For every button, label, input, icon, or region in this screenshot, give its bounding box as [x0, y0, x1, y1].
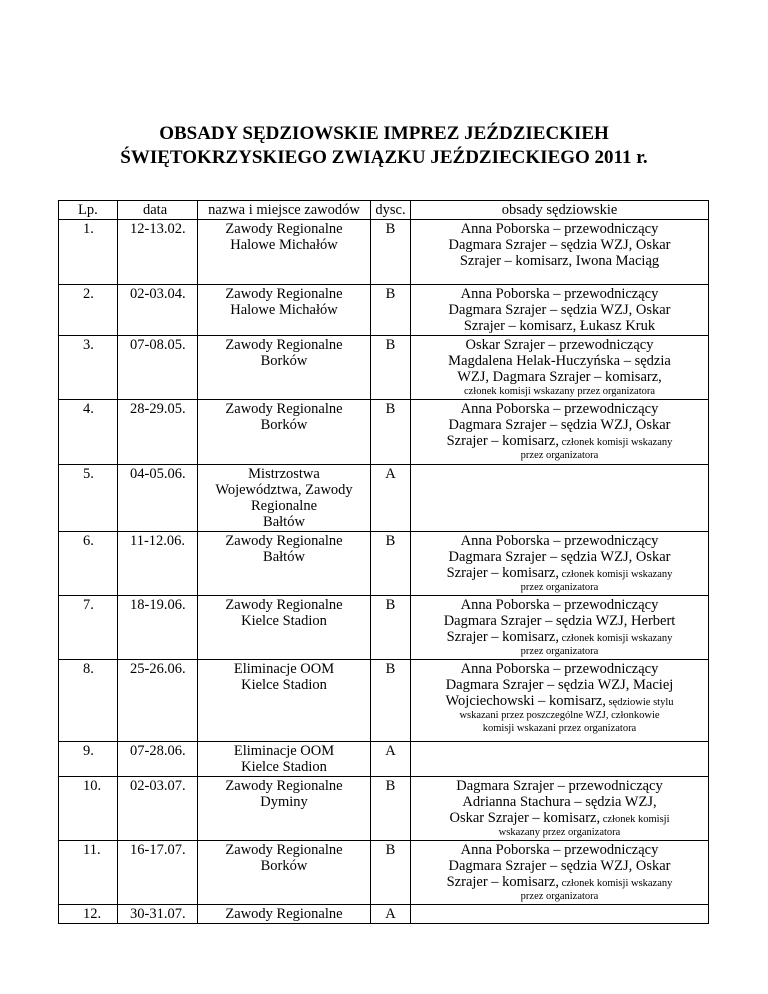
cell-lp: 7. — [59, 596, 118, 660]
cell-discipline: B — [371, 336, 411, 400]
cell-date: 02-03.07. — [118, 777, 198, 841]
cell-discipline: B — [371, 532, 411, 596]
judges-line: Adrianna Stachura – sędzia WZJ, — [462, 794, 657, 810]
judges-line: Anna Poborska – przewodniczący — [460, 842, 659, 858]
judges-line: Dagmara Szrajer – sędzia WZJ, Oskar — [448, 237, 671, 253]
cell-judges — [411, 660, 709, 742]
event-name-line: Halowe Michałów — [230, 237, 338, 253]
cell-judges — [411, 336, 709, 400]
cell-date: 30-31.07. — [118, 905, 198, 924]
event-name-line: Halowe Michałów — [230, 302, 338, 318]
cell-discipline: A — [371, 742, 411, 777]
event-name-line: Dyminy — [260, 794, 308, 810]
cell-date: 25-26.06. — [118, 660, 198, 742]
event-name-line: Regionalne — [250, 498, 318, 514]
cell-lp: 5. — [59, 465, 118, 532]
event-name-line: Zawody Regionalne — [225, 906, 343, 922]
event-name-line: Zawody Regionalne — [225, 286, 343, 302]
cell-judges — [411, 905, 709, 924]
table-row — [59, 841, 709, 905]
event-name-line: Zawody Regionalne — [225, 533, 343, 549]
event-name-line: Eliminacje OOM — [233, 743, 335, 759]
cell-judges — [411, 465, 709, 532]
table-row — [59, 285, 709, 336]
cell-date: 16-17.07. — [118, 841, 198, 905]
table-row — [59, 400, 709, 465]
table-row — [59, 532, 709, 596]
judges-line: Dagmara Szrajer – przewodniczący — [456, 778, 663, 794]
cell-judges — [411, 220, 709, 285]
cell-event-name — [198, 777, 371, 841]
judges-note: członek komisji wskazany — [558, 878, 673, 889]
event-name-line: Kielce Stadion — [241, 677, 327, 693]
event-name-line: Zawody Regionalne — [225, 337, 343, 353]
table-row — [59, 742, 709, 777]
judges-line: Dagmara Szrajer – sędzia WZJ, Herbert — [443, 613, 676, 629]
event-name-line: Borków — [260, 858, 308, 874]
judges-note: członek komisji wskazany — [558, 569, 673, 580]
cell-event-name — [198, 285, 371, 336]
cell-lp: 6. — [59, 532, 118, 596]
judges-line: Dagmara Szrajer – sędzia WZJ, Oskar — [448, 417, 671, 433]
document-title — [0, 122, 768, 170]
cell-event-name — [198, 465, 371, 532]
cell-judges — [411, 532, 709, 596]
judges-line: Dagmara Szrajer – sędzia WZJ, Maciej — [445, 677, 674, 693]
judges-line: Anna Poborska – przewodniczący — [460, 533, 659, 549]
judges-note: komisji wskazani przez organizatora — [482, 723, 637, 734]
event-name-line: Zawody Regionalne — [225, 401, 343, 417]
cell-discipline: B — [371, 400, 411, 465]
judges-line — [415, 318, 704, 334]
event-name-line: Eliminacje OOM — [233, 661, 335, 677]
cell-lp: 10. — [59, 777, 118, 841]
cell-judges — [411, 742, 709, 777]
header-dysc: dysc. — [371, 201, 411, 220]
event-name-line: Zawody Regionalne — [225, 221, 343, 237]
cell-lp: 1. — [59, 220, 118, 285]
judges-note: sędziowie stylu — [605, 697, 674, 708]
judges-line-main: Szrajer – komisarz, — [446, 565, 559, 581]
judges-note: wskazani przez poszczególne WZJ, członkowie — [459, 710, 660, 721]
judges-note: przez organizatora — [520, 582, 599, 593]
table-row — [59, 596, 709, 660]
judges-line — [415, 629, 704, 645]
judges-note: wskazany przez organizatora — [498, 827, 621, 838]
cell-date: 18-19.06. — [118, 596, 198, 660]
event-name-line: Bałtów — [263, 514, 305, 530]
judges-note: członek komisji — [600, 814, 670, 825]
judges-table — [58, 200, 709, 924]
cell-event-name — [198, 660, 371, 742]
cell-discipline: B — [371, 285, 411, 336]
cell-discipline: B — [371, 841, 411, 905]
judges-line — [415, 565, 704, 581]
cell-lp: 11. — [59, 841, 118, 905]
judges-line — [415, 693, 704, 709]
judges-line — [415, 810, 704, 826]
event-name-line: Kielce Stadion — [241, 759, 327, 775]
header-date: data — [118, 201, 198, 220]
table-row — [59, 660, 709, 742]
event-name-line: Zawody Regionalne — [225, 842, 343, 858]
judges-note: członek komisji wskazany przez organizatora — [463, 386, 656, 397]
cell-event-name — [198, 596, 371, 660]
judges-note: członek komisji wskazany — [558, 633, 673, 644]
judges-note: przez organizatora — [520, 646, 599, 657]
judges-note: przez organizatora — [520, 450, 599, 461]
table-row — [59, 777, 709, 841]
judges-line-main: WZJ, Dagmara Szrajer – komisarz, — [457, 369, 662, 385]
cell-event-name — [198, 905, 371, 924]
judges-line — [415, 253, 704, 269]
event-name-line: Kielce Stadion — [241, 613, 327, 629]
cell-discipline: A — [371, 905, 411, 924]
cell-date: 07-08.05. — [118, 336, 198, 400]
table-row — [59, 220, 709, 285]
cell-date: 12-13.02. — [118, 220, 198, 285]
judges-line — [415, 874, 704, 890]
judges-line-main: Szrajer – komisarz, Łukasz Kruk — [463, 318, 656, 334]
judges-line-main: Szrajer – komisarz, Iwona Maciąg — [459, 253, 660, 269]
cell-discipline: B — [371, 596, 411, 660]
header-obsady: obsady sędziowskie — [411, 201, 709, 220]
cell-lp: 3. — [59, 336, 118, 400]
header-lp: Lp. — [59, 201, 118, 220]
cell-date: 07-28.06. — [118, 742, 198, 777]
cell-event-name — [198, 742, 371, 777]
judges-line-main: Szrajer – komisarz, — [446, 433, 559, 449]
cell-lp: 12. — [59, 905, 118, 924]
cell-event-name — [198, 220, 371, 285]
cell-lp: 9. — [59, 742, 118, 777]
title-line-1: OBSADY SĘDZIOWSKIE IMPREZ JEŹDZIECKIEH — [159, 123, 609, 144]
judges-line: Anna Poborska – przewodniczący — [460, 286, 659, 302]
cell-judges — [411, 777, 709, 841]
cell-event-name — [198, 336, 371, 400]
judges-note: członek komisji wskazany — [558, 437, 673, 448]
table-row — [59, 336, 709, 400]
cell-date: 28-29.05. — [118, 400, 198, 465]
table-row — [59, 465, 709, 532]
judges-line — [415, 369, 704, 385]
judges-line: Anna Poborska – przewodniczący — [460, 597, 659, 613]
title-line-2: ŚWIĘTOKRZYSKIEGO ZWIĄZKU JEŹDZIECKIEGO 2011 r. — [120, 147, 648, 168]
cell-event-name — [198, 400, 371, 465]
event-name-line: Województwa, Zawody — [215, 482, 353, 498]
event-name-line: Bałtów — [263, 549, 305, 565]
cell-discipline: B — [371, 220, 411, 285]
header-name: nazwa i miejsce zawodów — [198, 201, 371, 220]
cell-date: 04-05.06. — [118, 465, 198, 532]
event-name-line: Borków — [260, 417, 308, 433]
cell-event-name — [198, 532, 371, 596]
judges-line-main: Szrajer – komisarz, — [446, 629, 559, 645]
judges-line: Anna Poborska – przewodniczący — [460, 221, 659, 237]
judges-line — [415, 433, 704, 449]
cell-lp: 8. — [59, 660, 118, 742]
judges-line-main: Oskar Szrajer – komisarz, — [449, 810, 601, 826]
event-name-line: Zawody Regionalne — [225, 597, 343, 613]
cell-date: 02-03.04. — [118, 285, 198, 336]
table-row — [59, 905, 709, 924]
cell-event-name — [198, 841, 371, 905]
cell-lp: 4. — [59, 400, 118, 465]
judges-line: Dagmara Szrajer – sędzia WZJ, Oskar — [448, 858, 671, 874]
judges-line: Dagmara Szrajer – sędzia WZJ, Oskar — [448, 549, 671, 565]
event-name-line: Borków — [260, 353, 308, 369]
cell-discipline: B — [371, 777, 411, 841]
cell-judges — [411, 596, 709, 660]
cell-judges — [411, 841, 709, 905]
cell-discipline: A — [371, 465, 411, 532]
cell-date: 11-12.06. — [118, 532, 198, 596]
judges-line-main: Szrajer – komisarz, — [446, 874, 559, 890]
judges-line: Anna Poborska – przewodniczący — [460, 401, 659, 417]
judges-line: Dagmara Szrajer – sędzia WZJ, Oskar — [448, 302, 671, 318]
judges-note: przez organizatora — [520, 891, 599, 902]
cell-judges — [411, 285, 709, 336]
judges-line-main: Wojciechowski – komisarz, — [445, 693, 606, 709]
cell-lp: 2. — [59, 285, 118, 336]
cell-discipline: B — [371, 660, 411, 742]
table-header-row — [59, 201, 709, 220]
judges-line: Magdalena Helak-Huczyńska – sędzia — [448, 353, 671, 369]
event-name-line: Mistrzostwa — [248, 466, 320, 482]
cell-judges — [411, 400, 709, 465]
event-name-line: Zawody Regionalne — [225, 778, 343, 794]
judges-line: Anna Poborska – przewodniczący — [460, 661, 659, 677]
judges-line: Oskar Szrajer – przewodniczący — [465, 337, 654, 353]
